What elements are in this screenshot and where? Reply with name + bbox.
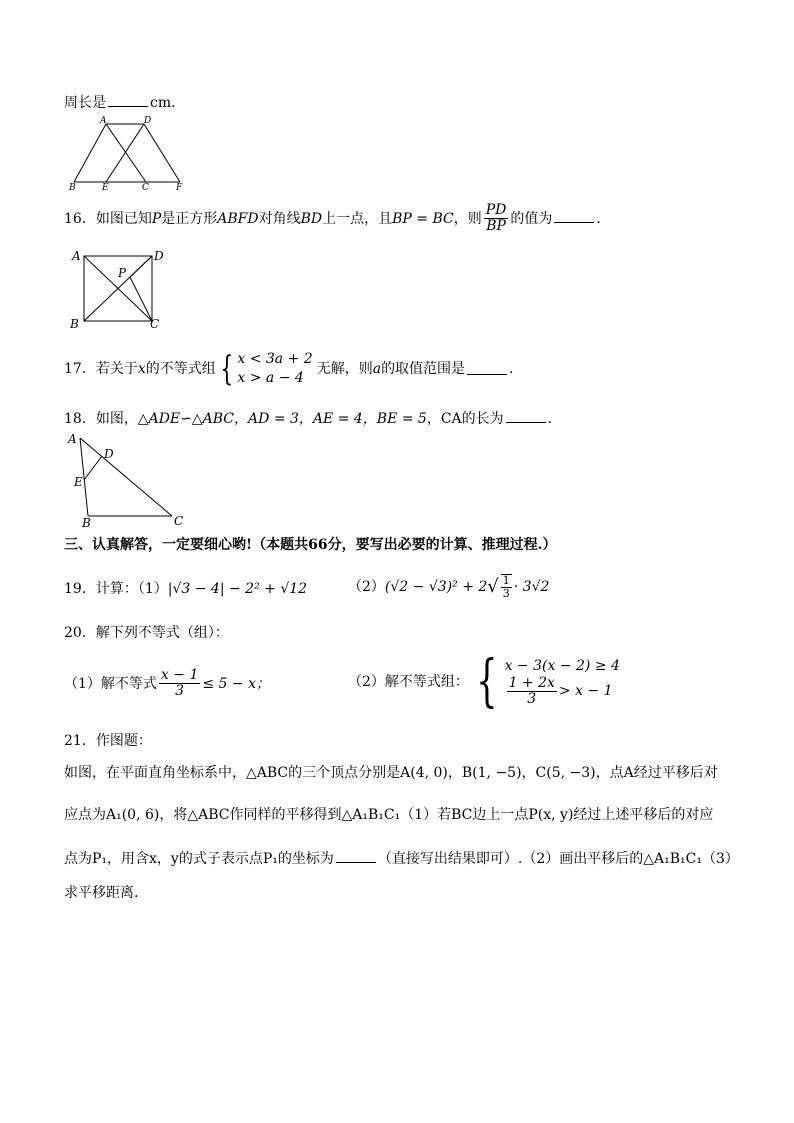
q16-label-c: C: [150, 317, 160, 331]
q18-figure: [66, 430, 196, 530]
q15-label-f: F: [176, 183, 183, 190]
q17-ineq2: x > a − 4: [237, 369, 304, 386]
q21-title: 21．作图题：: [64, 733, 152, 749]
q19-expr2b: · 3√2: [513, 579, 550, 596]
q16-end: ．: [596, 210, 611, 227]
q15-label-d: D: [144, 116, 152, 126]
q18-label-a: A: [68, 432, 77, 446]
q15-label-c: C: [142, 183, 149, 190]
q18-seg-ac: [80, 438, 172, 516]
q20-p2-rest: > x − 1: [558, 682, 613, 699]
q18-cond-ae: ，AE = 4: [298, 411, 363, 427]
q21-line4: 求平移距离.: [64, 885, 139, 901]
q17-end: ．: [509, 360, 524, 377]
q16-seg-pd: [130, 256, 152, 277]
q18-label-c: C: [174, 514, 184, 528]
q20-p2-fraction: [507, 676, 557, 708]
q17-text-c: 无解，则: [316, 360, 373, 377]
q17-text: [64, 350, 523, 388]
q21-line3-a: 点为P₁，用含x，y的式子表示点P₁的坐标为: [64, 851, 334, 867]
section3-heading: 三、认真解答，一定要细心哟!（本题共66分，要写出必要的计算、推理过程.）: [64, 537, 557, 553]
q16-label-a: A: [72, 249, 81, 263]
q15-seg-ab: [74, 124, 106, 182]
q18-label-e: E: [74, 475, 83, 489]
q20-part2: [348, 649, 624, 714]
q17-system: [237, 350, 312, 388]
q16-figure: [66, 246, 170, 332]
q16-fraction: [484, 203, 509, 235]
q18-cond-be: ，BE = 5: [362, 411, 427, 427]
q17-number: 17．: [64, 360, 96, 377]
q19-part2-label: （2）: [348, 579, 385, 596]
q16-frac-num: PD: [485, 202, 507, 218]
q20-p2-line1: x − 3(x − 2) ≥ 4: [504, 657, 620, 674]
q16-answer-blank[interactable]: [554, 210, 594, 223]
q17-text-a: 若关于: [95, 360, 138, 377]
q20-p1-fraction: [159, 668, 200, 700]
q18-text-b: ，CA的长为: [426, 411, 504, 427]
q18-seg-ed: [84, 456, 102, 480]
q20-p2-label: （2）解不等式组：: [348, 674, 469, 690]
q17-answer-blank[interactable]: [467, 362, 507, 375]
q16-square: ABFD: [217, 210, 259, 227]
q20-p1-den: 3: [175, 683, 185, 700]
q16-text-b: 是正方形: [161, 210, 218, 227]
q19-sqrt-num: 1: [502, 574, 510, 587]
q20-p1-label: （1）解不等式: [64, 675, 157, 692]
q18-end: ．: [547, 411, 562, 427]
q20-p2-num: 1 + 2x: [508, 674, 555, 691]
q17-brace: {: [220, 348, 234, 389]
q17-text-b: 的不等式组: [145, 360, 216, 377]
q18-answer-blank[interactable]: [506, 410, 546, 423]
q20-p1-num: x − 1: [160, 667, 199, 683]
q20-title: 20．解下列不等式（组）：: [64, 625, 229, 641]
q18-similarity: △ADE∽△ABC: [137, 411, 235, 427]
q15-tail-pre: 周长是: [64, 95, 106, 111]
q18-label-b: B: [82, 516, 91, 530]
q21-line1: 如图，在平面直角坐标系中，△ABC的三个顶点分别是A(4, 0)，B(1, −5)，C(5, −3)，点A经过平移后对: [64, 765, 718, 781]
q20-system: [505, 657, 620, 708]
q16-label-b: B: [70, 317, 79, 331]
q18-text: [64, 410, 562, 426]
q18-number: 18．: [64, 411, 96, 427]
q19-expr2a: (√2 − √3)² + 2: [384, 579, 488, 596]
q20-p2-line2: [505, 676, 620, 708]
q16-text-e: ，则: [453, 210, 482, 227]
q15-answer-blank[interactable]: [108, 94, 148, 107]
q15-tail: [64, 94, 185, 110]
q16-text-a: 如图已知: [95, 210, 152, 227]
q21-line3-b: （直接写出结果即可）.（2）画出平移后的△A₁B₁C₁（3）: [377, 851, 739, 867]
q20-p1-rest: ≤ 5 − x；: [202, 675, 270, 692]
q15-label-b: B: [69, 183, 76, 190]
q20-p2-den: 3: [527, 690, 537, 707]
q19-sqrt-fraction: [501, 574, 512, 600]
q20-brace: {: [476, 649, 498, 714]
q17-text-d: 的取值范围是: [381, 360, 466, 377]
q16-text: [64, 203, 610, 235]
q17-x: x: [137, 360, 146, 377]
q18-cond-ad: ，AD = 3: [234, 411, 299, 427]
q21-line3: [64, 850, 739, 866]
q15-label-e: E: [102, 183, 109, 190]
q19-label: 19．计算：（1）: [64, 581, 168, 597]
q17-ineq1: x < 3a + 2: [237, 351, 313, 367]
q15-tail-post: cm．: [150, 95, 186, 111]
q16-text-f: 的值为: [510, 210, 553, 227]
q21-answer-blank[interactable]: [336, 850, 376, 863]
q17-a: a: [372, 360, 382, 377]
q19-sqrt-den: 3: [502, 587, 510, 601]
q16-label-p: P: [118, 266, 127, 280]
q16-label-d: D: [154, 249, 164, 263]
q16-frac-den: BP: [486, 218, 506, 235]
q16-condition: BP = BC: [392, 210, 454, 227]
q19-sqrt-sign: √: [487, 576, 499, 598]
q16-number: 16．: [64, 210, 96, 227]
q19-expr1: |√3 − 4| − 2² + √12: [167, 581, 308, 597]
q16-diagonal: BD: [300, 210, 323, 227]
q21-line2: 应点为A₁(0, 6)，将△ABC作同样的平移得到△A₁B₁C₁（1）若BC边上一点P(x, y)经过上述平移后的对应: [64, 807, 714, 823]
q16-p: P: [151, 210, 162, 227]
q18-text-a: 如图，: [95, 411, 138, 427]
q16-text-c: 对角线: [258, 210, 301, 227]
q19-part1: [64, 582, 307, 596]
q16-seg-pc: [130, 277, 152, 321]
q16-text-d: 上一点，且: [322, 210, 393, 227]
q19-part2: [348, 574, 549, 600]
q20-part1: [64, 668, 270, 700]
q15-figure: [66, 114, 190, 190]
q15-seg-df: [144, 124, 180, 182]
q15-label-a: A: [100, 116, 107, 126]
q18-label-d: D: [104, 447, 114, 461]
